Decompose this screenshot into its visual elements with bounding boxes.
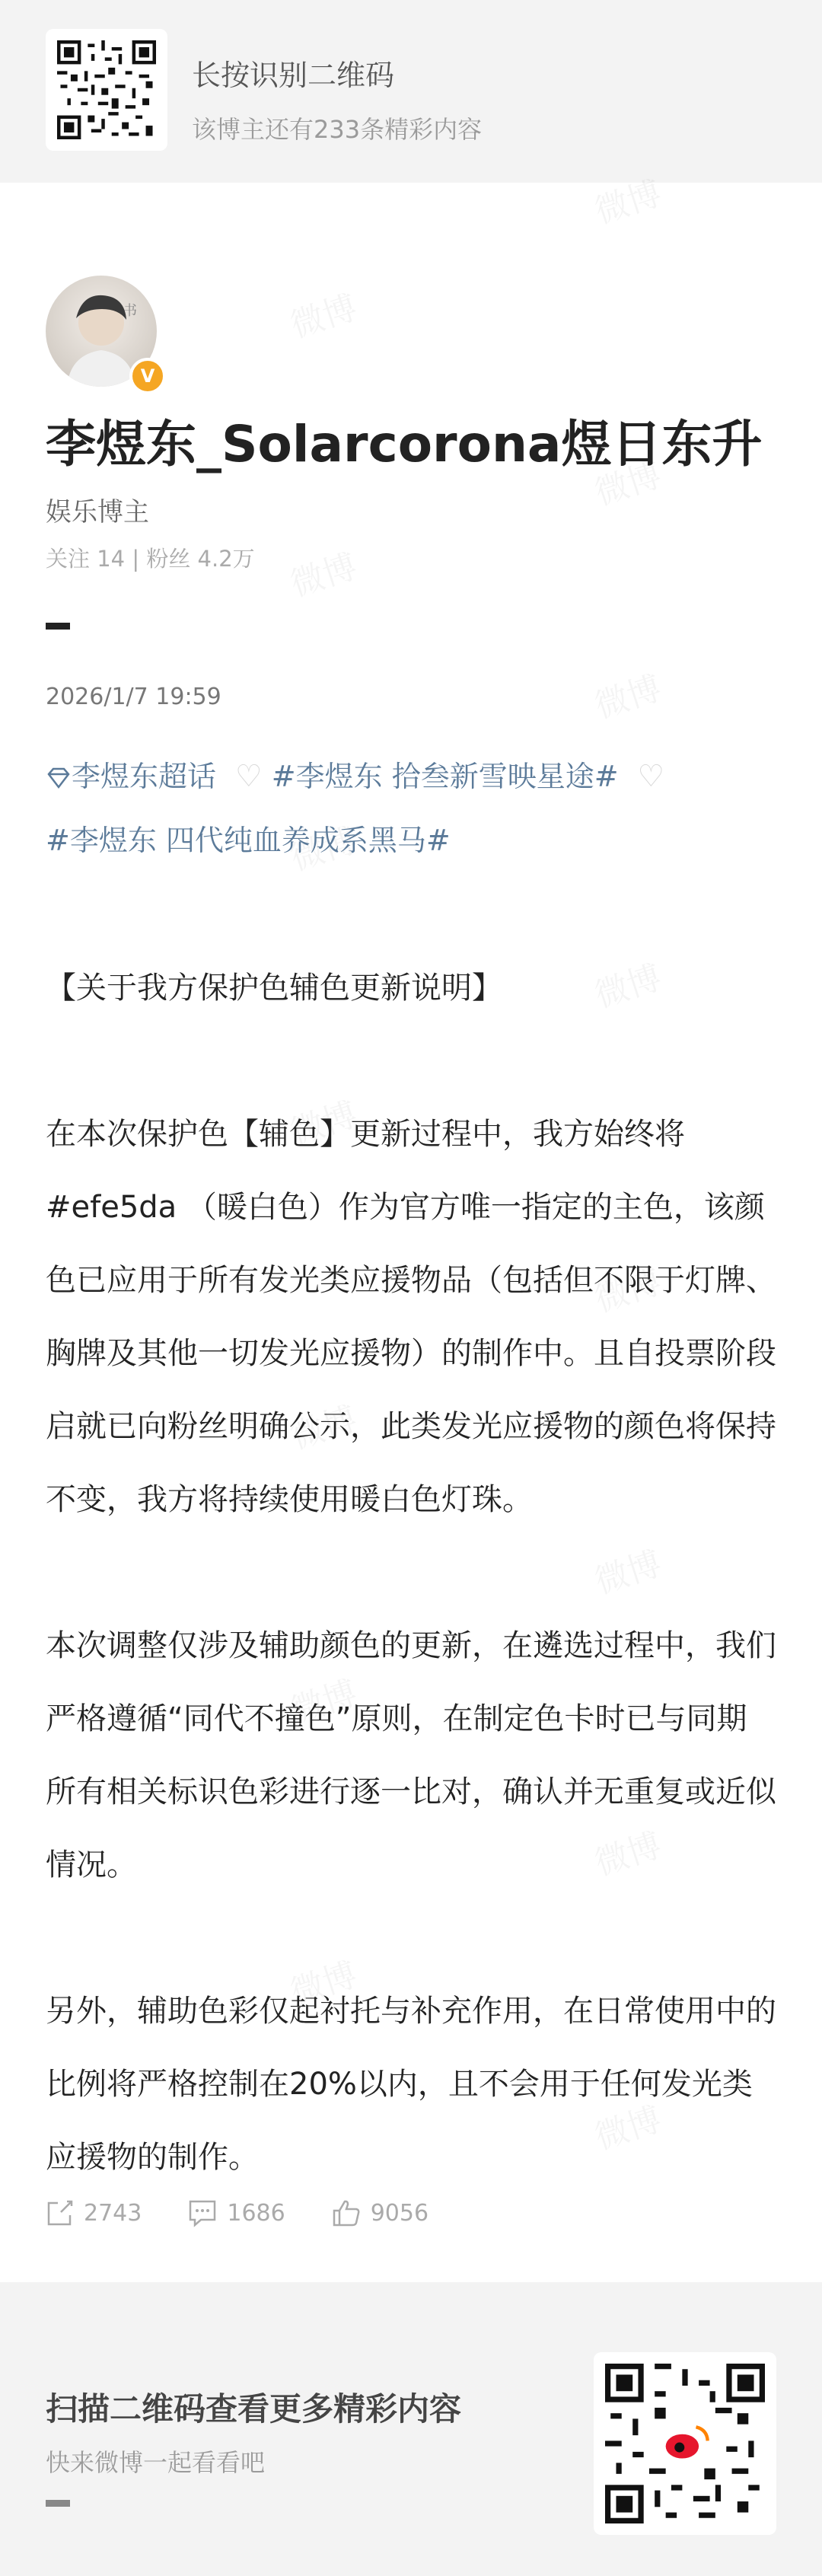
thumbs-up-icon	[331, 2198, 362, 2227]
share-button[interactable]	[46, 2198, 142, 2227]
footer-title: 扫描二维码查看更多精彩内容	[46, 2390, 462, 2428]
diamond-icon	[46, 767, 72, 789]
qr-code-icon	[57, 40, 156, 139]
supertopic-label: 李煜东超话	[72, 760, 217, 793]
user-type: 娱乐博主	[46, 497, 149, 528]
follow-stats: 关注 14 | 粉丝 4.2万	[46, 546, 255, 572]
white-heart-icon: ♡	[627, 759, 665, 794]
topic-tag-2[interactable]: #李煜东 四代纯血养成系黑马#	[46, 824, 451, 857]
verified-badge-icon: V	[129, 358, 166, 394]
post-paragraph: 另外，辅助色彩仅起衬托与补充作用，在日常使用中的比例将严格控制在20%以内，且不会用于任何发光类应援物的制作。	[46, 1994, 776, 2175]
qr-banner	[0, 0, 822, 183]
svg-text:书: 书	[123, 303, 137, 319]
like-count: 9056	[370, 2199, 429, 2227]
footer-subtitle: 快来微博一起看看吧	[46, 2448, 266, 2477]
post-paragraph: 在本次保护色【辅色】更新过程中，我方始终将#efe5da （暖白色）作为官方唯一指定的主色，该颜色已应用于所有发光类应援物品（包括但不限于灯牌、胸牌及其他一切发光应援物）的制作中。且自投票阶段启就已向粉丝明确公示，此类发光应援物的颜色将保持不变，我方将持续使用暖白色灯珠。	[46, 1117, 776, 1517]
watermark-text	[283, 539, 362, 606]
comment-button[interactable]	[187, 2198, 285, 2227]
footer-qr-code-image[interactable]	[594, 2352, 776, 2535]
divider-dash	[46, 623, 70, 630]
user-name[interactable]: 李煜东_Solarcorona煜日东升	[46, 415, 763, 473]
like-button[interactable]	[331, 2198, 429, 2227]
comment-icon	[187, 2198, 218, 2227]
post-heading: 【关于我方保护色辅色更新说明】	[46, 971, 502, 1006]
white-heart-icon: ♡	[225, 759, 263, 794]
post-timestamp: 2026/1/7 19:59	[46, 684, 221, 710]
divider-dash	[46, 2500, 70, 2507]
qr-banner-title: 长按识别二维码	[192, 59, 395, 92]
share-icon	[46, 2198, 75, 2227]
post-paragraph: 本次调整仅涉及辅助颜色的更新，在遴选过程中，我们严格遵循“同代不撞色”原则，在制定色卡时已与同期所有相关标识色彩进行逐一比对，确认并无重复或近似情况。	[46, 1628, 776, 1883]
watermark-text	[588, 661, 666, 728]
post-body	[46, 952, 776, 2194]
watermark-text	[283, 280, 362, 347]
qr-code-image[interactable]	[46, 29, 167, 151]
comment-count: 1686	[227, 2199, 285, 2227]
qr-code-icon	[605, 2364, 765, 2523]
topic-tag-1[interactable]: #李煜东 拾叁新雪映星途#	[271, 760, 619, 793]
supertopic-link[interactable]	[46, 760, 216, 793]
share-count: 2743	[84, 2199, 142, 2227]
action-bar	[46, 2198, 474, 2227]
qr-banner-subtitle: 该博主还有233条精彩内容	[192, 115, 483, 144]
topic-tags	[46, 744, 776, 872]
